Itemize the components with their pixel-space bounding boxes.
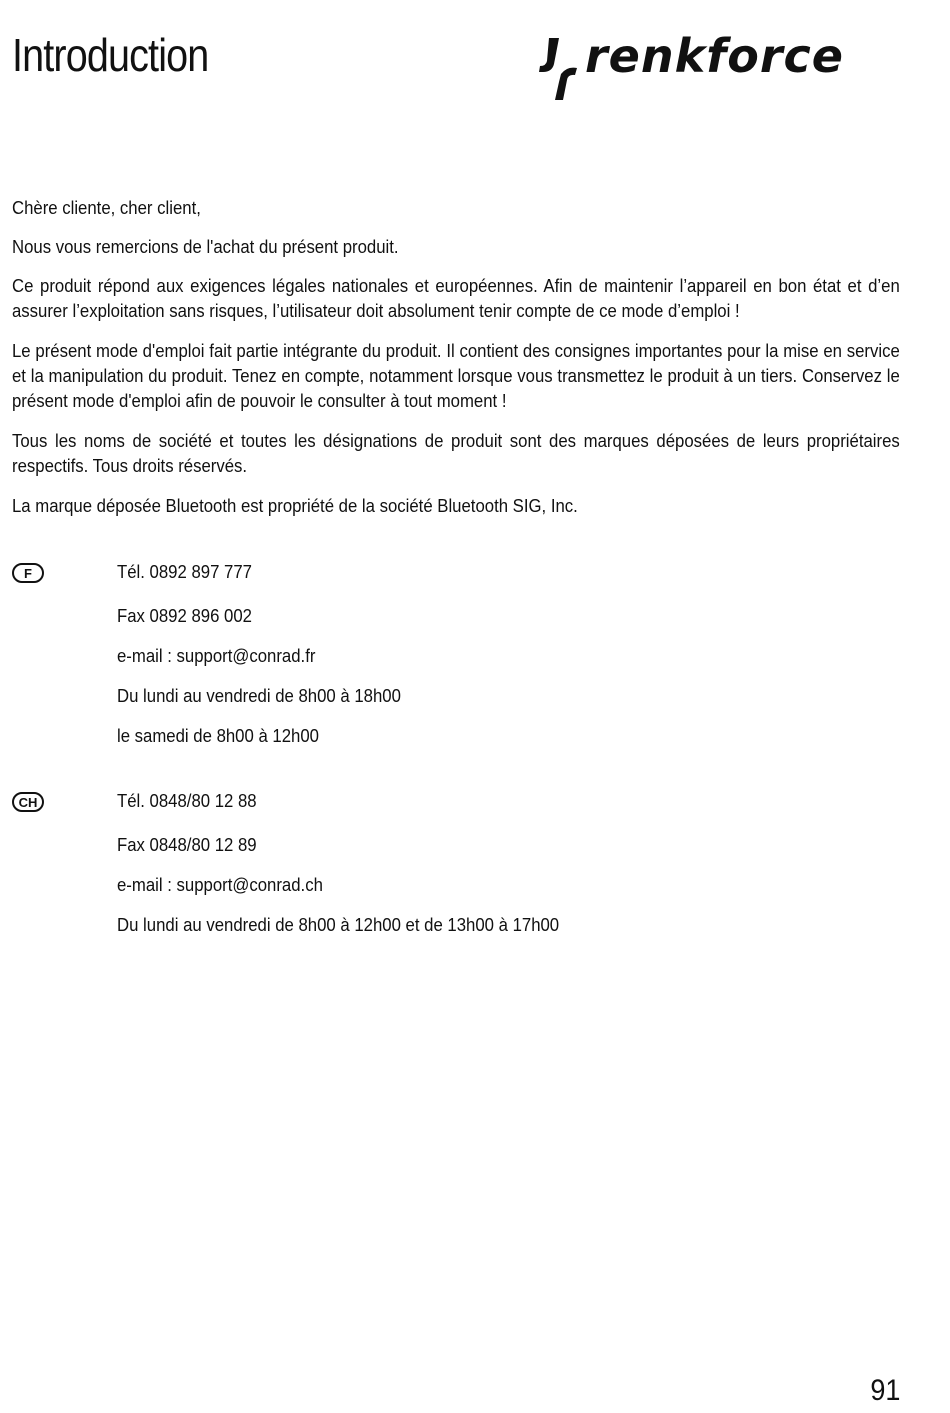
renkforce-logo: [537, 30, 903, 102]
email-switzerland: e-mail : support@conrad.ch: [117, 875, 323, 895]
bluetooth-paragraph: La marque déposée Bluetooth est propriété de la société Bluetooth SIG, Inc.: [12, 496, 578, 516]
manual-paragraph: Le présent mode d'emploi fait partie intégrante du produit. Il contient des consignes importantes pour la mise en service et la manipulation du produit. Tenez en compte, notamment lorsque vous transmettez le produit à un tiers. Conservez le présent mode d'emploi afin de pouvoir le consulter à tout moment !: [12, 341, 900, 411]
page-number: 91: [869, 1374, 900, 1407]
hours-weekday-switzerland: Du lundi au vendredi de 8h00 à 12h00 et de 13h00 à 17h00: [117, 915, 560, 935]
svg-text:renkforce: renkforce: [585, 30, 844, 83]
phone-switzerland: Tél. 0848/80 12 88: [117, 791, 257, 811]
fax-switzerland: Fax 0848/80 12 89: [117, 835, 257, 855]
hours-weekday-france: Du lundi au vendredi de 8h00 à 18h00: [117, 686, 401, 706]
country-badge-france: F: [12, 563, 44, 583]
compliance-paragraph: Ce produit répond aux exigences légales nationales et européennes. Afin de maintenir l’appareil en bon état et d’en assurer l’exploitation sans risques, l’utilisateur doit absolument tenir compte de ce mode d’emploi !: [12, 276, 900, 321]
phone-france: Tél. 0892 897 777: [117, 562, 252, 582]
thanks-line: Nous vous remercions de l'achat du présent produit.: [12, 237, 399, 257]
hours-saturday-france: le samedi de 8h00 à 12h00: [117, 726, 319, 746]
trademarks-paragraph: Tous les noms de société et toutes les désignations de produit sont des marques déposées de leurs propriétaires respectifs. Tous droits réservés.: [12, 431, 900, 476]
country-badge-switzerland: CH: [12, 792, 44, 812]
email-france: e-mail : support@conrad.fr: [117, 646, 316, 666]
fax-france: Fax 0892 896 002: [117, 606, 252, 626]
introduction-body: [12, 196, 900, 519]
page-title: Introduction: [12, 29, 209, 81]
greeting: Chère cliente, cher client,: [12, 198, 201, 218]
